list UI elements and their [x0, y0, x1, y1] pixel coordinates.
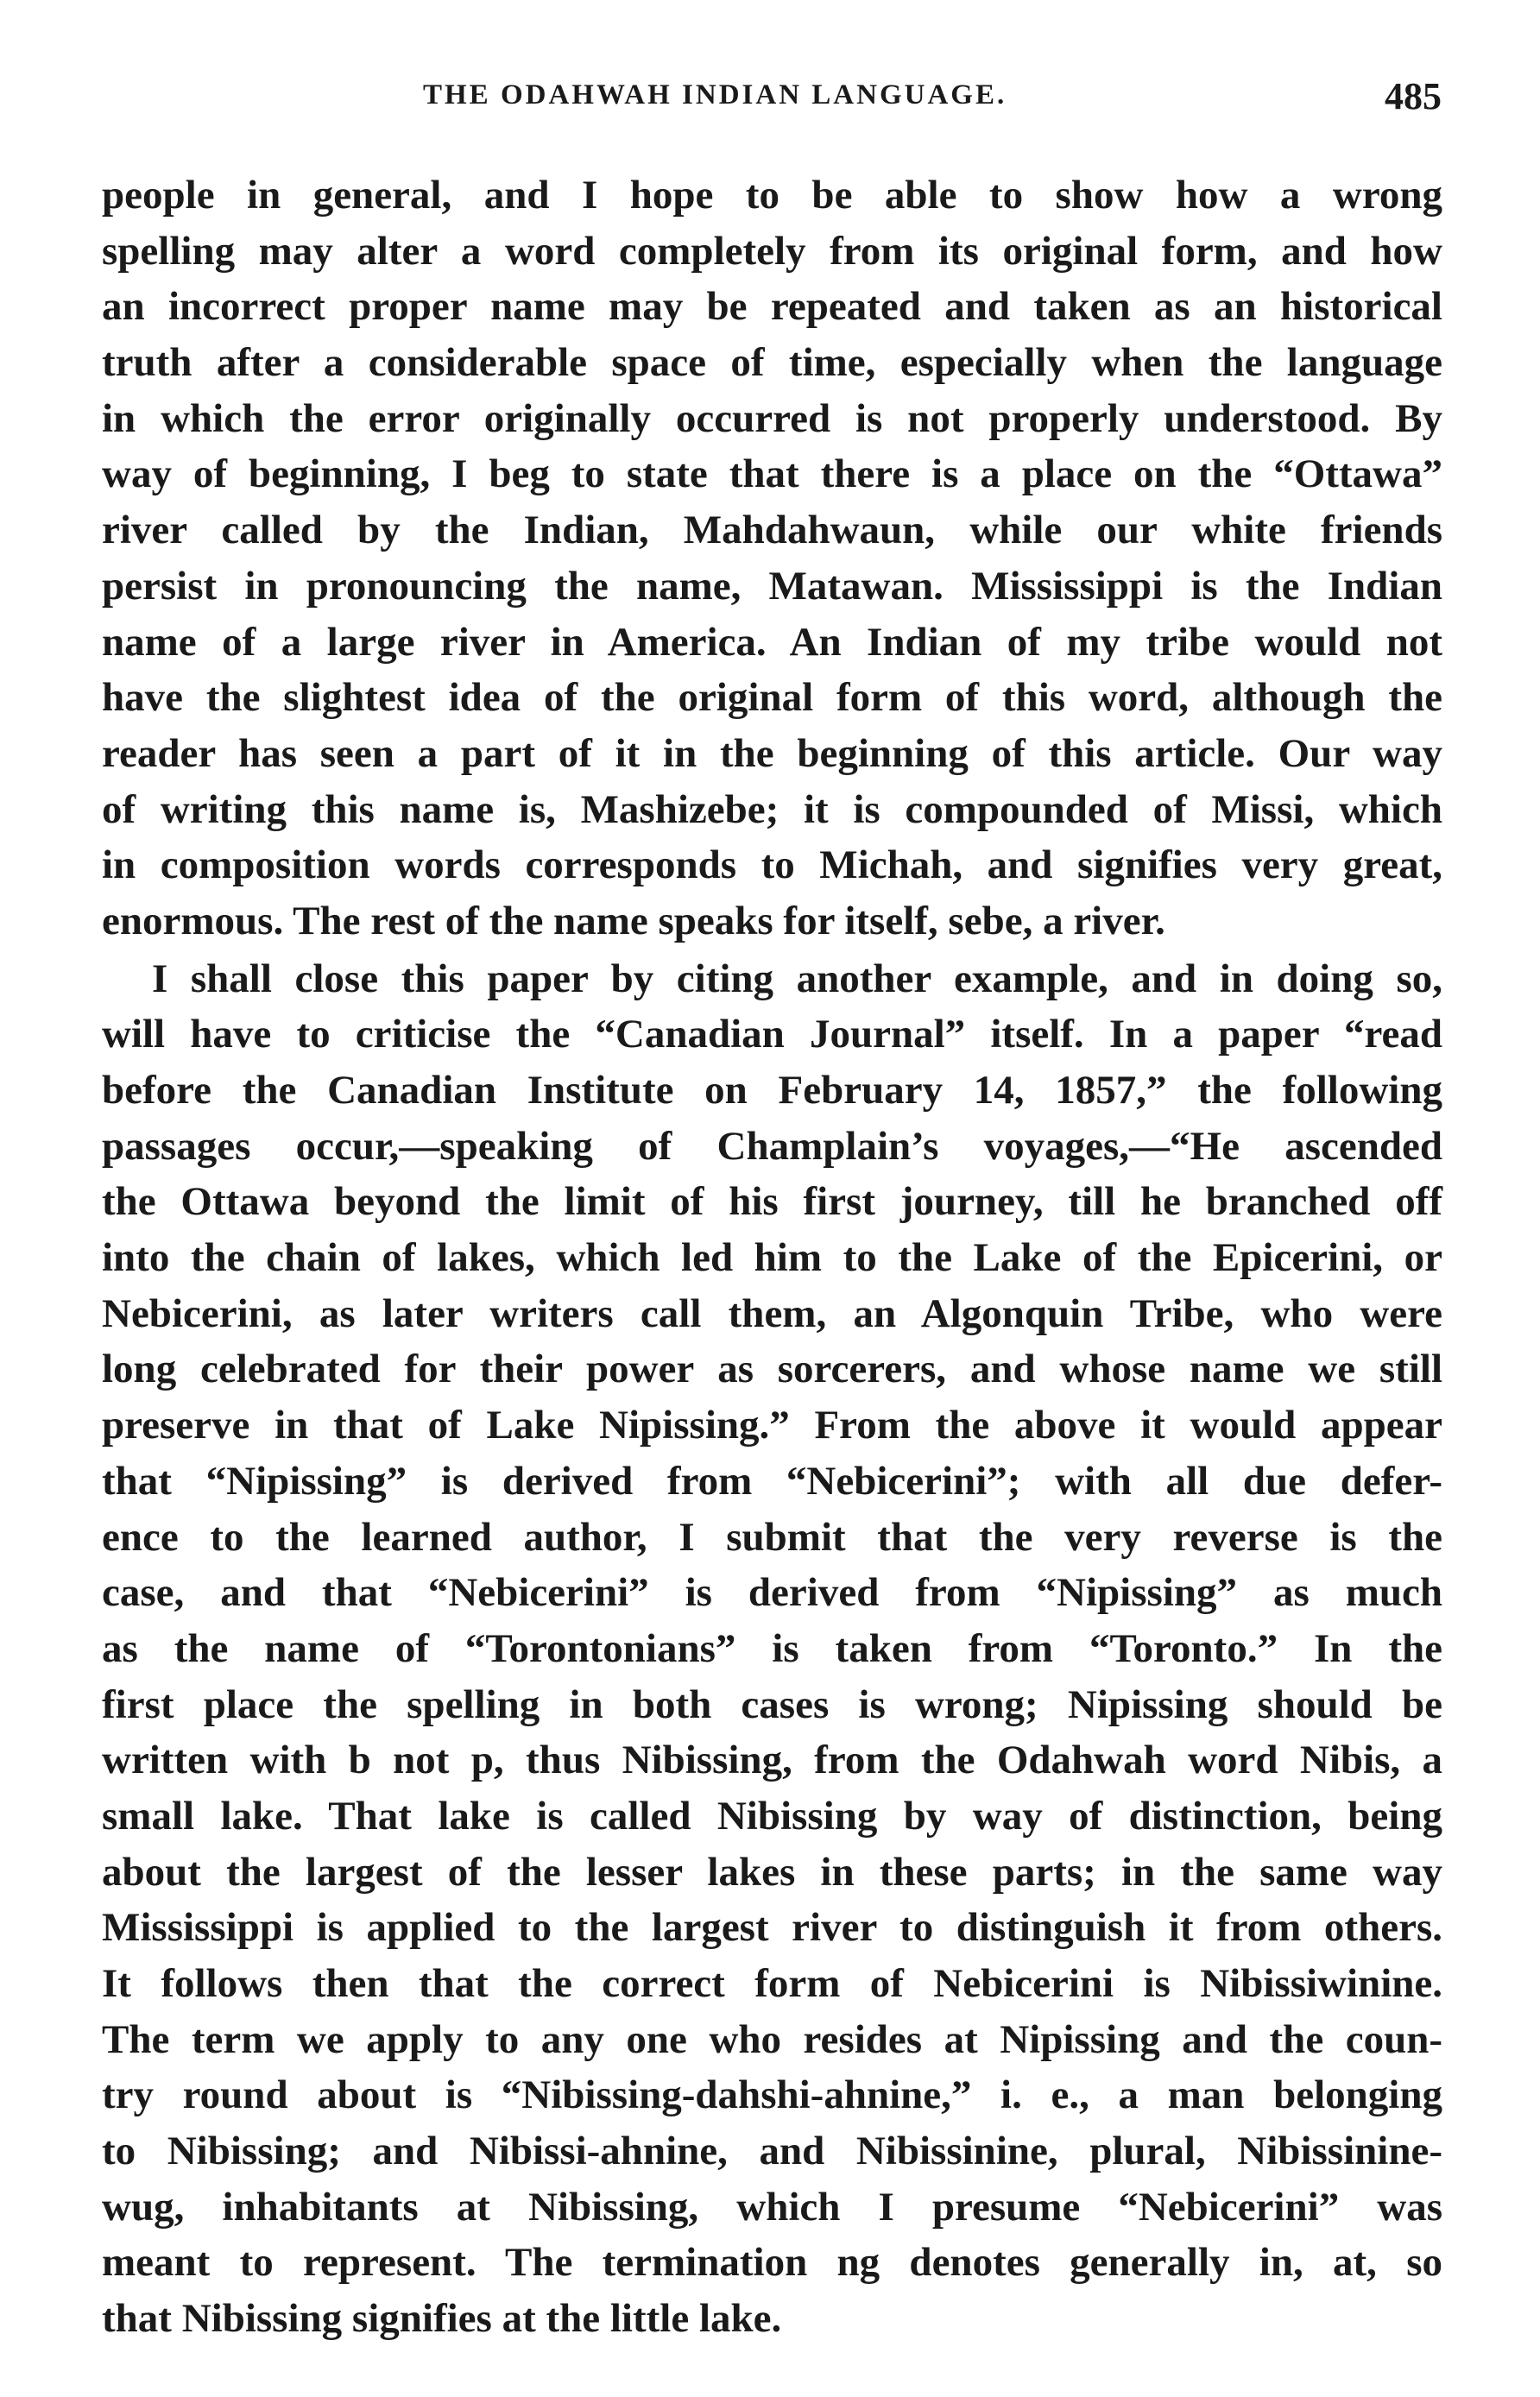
text-line: people in general, and I hope to be able to show how a wrong	[102, 173, 1442, 218]
text-line: that “Nipissing” is derived from “Nebicerini”; with all due defer-	[102, 1458, 1442, 1504]
text-line: written with b not p, thus Nibissing, from the Odahwah word Nibis, a	[102, 1738, 1442, 1783]
text-line: Mississippi is applied to the largest river to distinguish it from others.	[102, 1905, 1442, 1951]
text-line: the Ottawa beyond the limit of his first journey, till he branched off	[102, 1179, 1442, 1225]
text-line: persist in pronouncing the name, Matawan. Mississippi is the Indian	[102, 563, 1442, 609]
text-line: case, and that “Nebicerini” is derived from “Nipissing” as much	[102, 1570, 1442, 1616]
text-line: have the slightest idea of the original form of this word, although the	[102, 675, 1442, 721]
text-line: way of beginning, I beg to state that there is a place on the “Ottawa”	[102, 451, 1442, 497]
text-line: passages occur,—speaking of Champlain’s voyages,—“He ascended	[102, 1123, 1442, 1169]
text-line: try round about is “Nibissing-dahshi-ahnine,” i. e., a man belonging	[102, 2072, 1442, 2118]
body-text	[102, 167, 1442, 2347]
paragraph	[102, 167, 1442, 949]
text-line: into the chain of lakes, which led him to the Lake of the Epicerini, or	[102, 1235, 1442, 1281]
text-line: I shall close this paper by citing another example, and in doing so,	[152, 956, 1442, 1001]
text-line: that Nibissing signifies at the little lake.	[102, 2296, 782, 2342]
text-line: an incorrect proper name may be repeated and taken as an historical	[102, 284, 1442, 330]
text-line: long celebrated for their power as sorcerers, and whose name we still	[102, 1347, 1442, 1392]
text-line: to Nibissing; and Nibissi-ahnine, and Nibissinine, plural, Nibissinine-	[102, 2129, 1442, 2174]
text-line: of writing this name is, Mashizebe; it is compounded of Missi, which	[102, 786, 1442, 832]
page-header	[112, 75, 1442, 131]
page-number: 485	[1385, 75, 1442, 117]
text-line: as the name of “Torontonians” is taken from “Toronto.” In the	[102, 1625, 1442, 1671]
text-line: about the largest of the lesser lakes in these parts; in the same way	[102, 1849, 1442, 1895]
text-line: It follows then that the correct form of Nebicerini is Nibissiwinine.	[102, 1961, 1442, 2006]
text-line: in which the error originally occurred is not properly understood. By	[102, 395, 1442, 441]
paragraph	[102, 951, 1442, 2347]
text-line: meant to represent. The termination ng denotes generally in, at, so	[102, 2240, 1442, 2286]
text-line: before the Canadian Institute on February 14, 1857,” the following	[102, 1068, 1442, 1113]
text-line: spelling may alter a word completely from its original form, and how	[102, 228, 1442, 274]
text-line: name of a large river in America. An Indian of my tribe would not	[102, 619, 1442, 665]
text-line: first place the spelling in both cases is wrong; Nipissing should be	[102, 1681, 1442, 1727]
text-line: ence to the learned author, I submit that the very reverse is the	[102, 1514, 1442, 1560]
text-line: enormous. The rest of the name speaks for itself, sebe, a river.	[102, 898, 1165, 943]
text-line: truth after a considerable space of time, especially when the language	[102, 340, 1442, 386]
text-line: Nebicerini, as later writers call them, an Algonquin Tribe, who were	[102, 1290, 1442, 1336]
text-line: river called by the Indian, Mahdahwaun, while our white friends	[102, 508, 1442, 553]
text-line: in composition words corresponds to Michah, and signifies very great,	[102, 842, 1442, 888]
text-line: wug, inhabitants at Nibissing, which I presume “Nebicerini” was	[102, 2184, 1442, 2230]
text-line: The term we apply to any one who resides at Nipissing and the coun-	[102, 2016, 1442, 2062]
text-line: small lake. That lake is called Nibissing by way of distinction, being	[102, 1793, 1442, 1839]
text-line: reader has seen a part of it in the beginning of this article. Our way	[102, 730, 1442, 776]
text-line: preserve in that of Lake Nipissing.” From the above it would appear	[102, 1403, 1442, 1448]
running-head: THE ODAHWAH INDIAN LANGUAGE.	[423, 79, 1007, 110]
text-line: will have to criticise the “Canadian Journal” itself. In a paper “read	[102, 1012, 1442, 1057]
